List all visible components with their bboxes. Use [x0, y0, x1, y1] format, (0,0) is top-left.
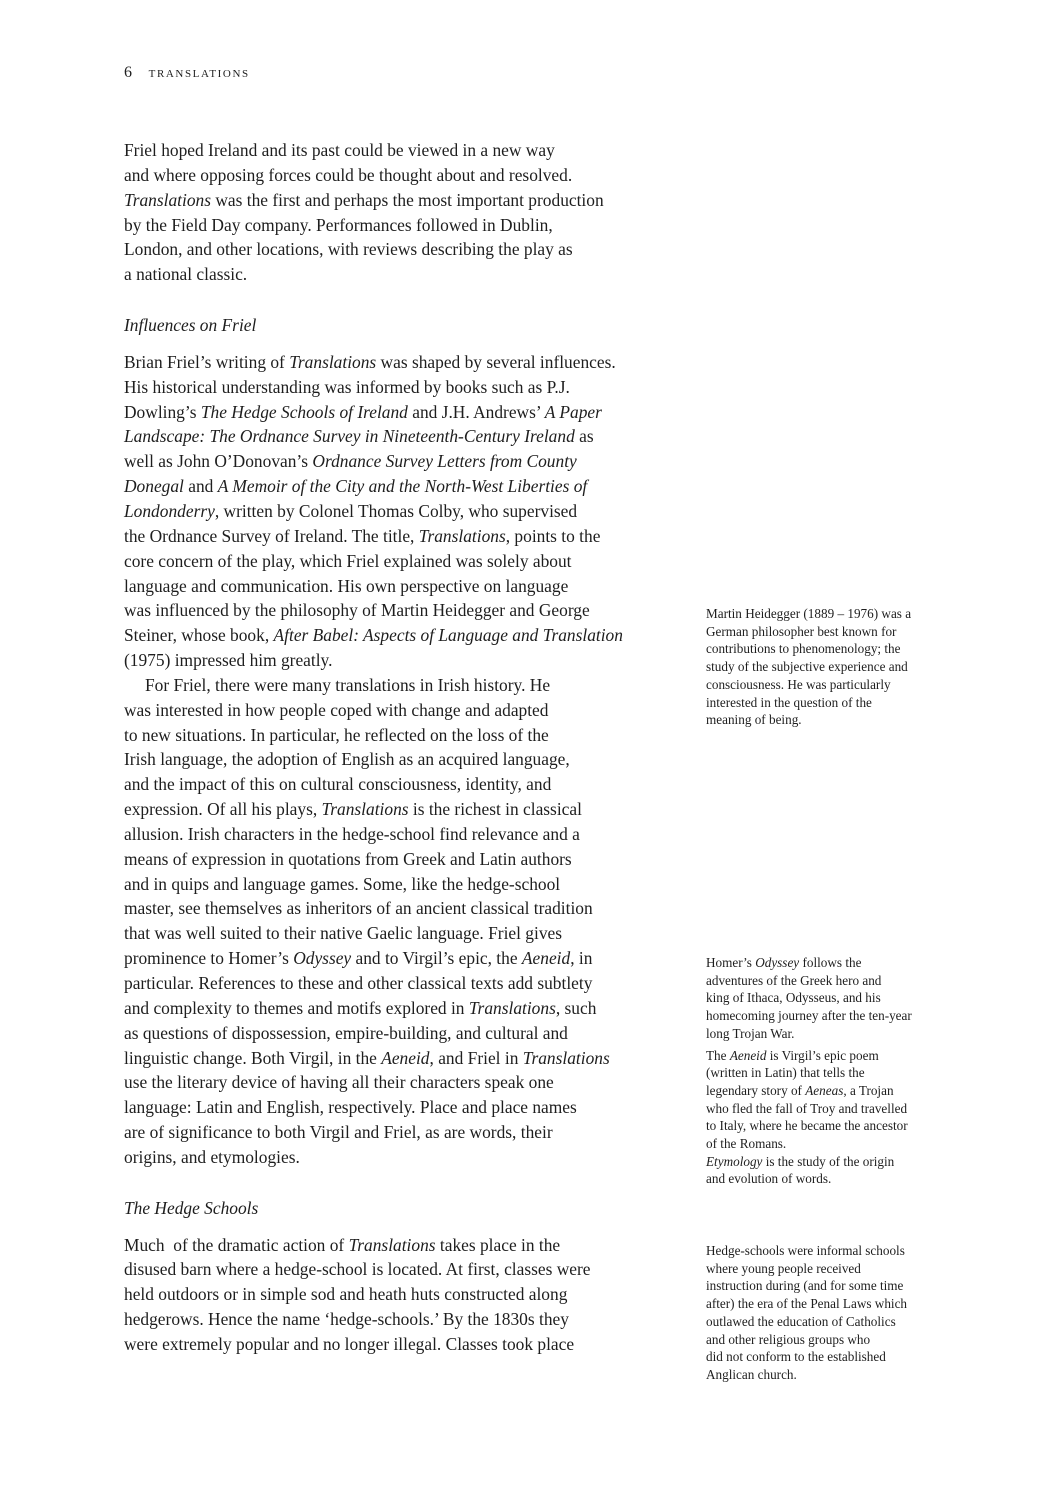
sidenote-line: The Aeneid is Virgil’s epic poem	[706, 1047, 879, 1063]
text-line: well as John O’Donovan’s Ordnance Survey Letters from County	[124, 451, 577, 472]
text-line: Landscape: The Ordnance Survey in Nineteenth-Century Ireland as	[124, 426, 594, 447]
sidenote-line: homecoming journey after the ten-year	[706, 1008, 912, 1024]
text-line: prominence to Homer’s Odyssey and to Virgil’s epic, the Aeneid, in	[124, 948, 593, 969]
text-line: disused barn where a hedge-school is located. At first, classes were	[124, 1259, 591, 1280]
text-line: London, and other locations, with reviews describing the play as	[124, 239, 573, 260]
sidenote-aeneid	[706, 1047, 956, 1153]
text-line: Brian Friel’s writing of Translations was shaped by several influences.	[124, 351, 616, 372]
sidenote-line: Martin Heidegger (1889 – 1976) was a	[706, 606, 912, 621]
sidenote-line: instruction during (and for some time	[706, 1278, 904, 1294]
sidenote-line: of the Romans.	[706, 1136, 787, 1152]
sidenote-line: Etymology is the study of the origin	[706, 1153, 895, 1169]
play-title: Translations	[124, 189, 211, 210]
text-line: linguistic change. Both Virgil, in the Aeneid, and Friel in Translations	[124, 1047, 610, 1068]
main-column	[124, 138, 684, 1357]
text-line: hedgerows. Hence the name ‘hedge-schools.’ By the 1830s they	[124, 1309, 569, 1330]
text-line: use the literary device of having all their characters speak one	[124, 1072, 554, 1093]
sidenote-odyssey	[706, 954, 956, 1043]
text-line: core concern of the play, which Friel explained was solely about	[124, 550, 572, 571]
sidenote-line: contributions to phenomenology; the	[706, 641, 901, 657]
sidenote-line: consciousness. He was particularly	[706, 676, 891, 692]
text-line: allusion. Irish characters in the hedge-school find relevance and a	[124, 823, 580, 844]
text-line: (1975) impressed him greatly.	[124, 650, 333, 671]
sidenote-line: adventures of the Greek hero and	[706, 972, 882, 988]
text-line	[124, 188, 684, 213]
text-line: Friel hoped Ireland and its past could be viewed in a new way	[124, 140, 555, 160]
text-line: were extremely popular and no longer illegal. Classes took place	[124, 1333, 575, 1354]
hedge-schools-paragraph	[124, 1233, 684, 1357]
sidenote-line: did not conform to the established	[706, 1349, 886, 1365]
text-line: Londonderry, written by Colonel Thomas Colby, who supervised	[124, 500, 578, 521]
sidenote-line: Hedge-schools were informal schools	[706, 1243, 905, 1258]
sidenote-classics	[706, 954, 956, 1188]
text-line: was interested in how people coped with change and adapted	[124, 699, 549, 720]
text-line: origins, and etymologies.	[124, 1146, 300, 1167]
influences-paragraph-1	[124, 350, 684, 673]
running-head	[124, 64, 250, 82]
sidenote-line: where young people received	[706, 1260, 861, 1276]
text-line: as questions of dispossession, empire-building, and cultural and	[124, 1022, 568, 1043]
text-line: by the Field Day company. Performances followed in Dublin,	[124, 214, 553, 235]
section-heading-hedge-schools: The Hedge Schools	[124, 1197, 259, 1218]
sidenote-hedge-schools	[706, 1242, 956, 1384]
text-line: Steiner, whose book, After Babel: Aspects of Language and Translation	[124, 625, 623, 646]
text-line: that was well suited to their native Gaelic language. Friel gives	[124, 923, 563, 944]
sidenote-line: king of Ithaca, Odysseus, and his	[706, 990, 881, 1006]
text-line: master, see themselves as inheritors of an ancient classical tradition	[124, 898, 593, 919]
intro-paragraph	[124, 138, 684, 287]
text-line: and in quips and language games. Some, like the hedge-school	[124, 873, 561, 894]
text-line: to new situations. In particular, he reflected on the loss of the	[124, 724, 549, 745]
text-line: means of expression in quotations from Greek and Latin authors	[124, 848, 572, 869]
sidenote-line: German philosopher best known for	[706, 623, 897, 639]
text-line: Much of the dramatic action of Translations takes place in the	[124, 1234, 561, 1255]
text-line: Dowling’s The Hedge Schools of Ireland and J.H. Andrews’ A Paper	[124, 401, 602, 422]
text-run: was the first and perhaps the most important production	[211, 189, 604, 210]
sidenote-line: who fled the fall of Troy and travelled	[706, 1100, 908, 1116]
sidenote-etymology	[706, 1153, 956, 1188]
sidenote-line: Homer’s Odyssey follows the	[706, 955, 862, 970]
text-line: His historical understanding was informed by books such as P.J.	[124, 376, 570, 397]
sidenote-line: and evolution of words.	[706, 1171, 832, 1187]
sidenote-line: meaning of being.	[706, 712, 802, 728]
text-line: held outdoors or in simple sod and heath huts constructed along	[124, 1284, 568, 1305]
text-line: language: Latin and English, respectively. Place and place names	[124, 1097, 577, 1118]
sidenote-heidegger	[706, 605, 956, 729]
text-line: expression. Of all his plays, Translations is the richest in classical	[124, 799, 582, 820]
text-line: and the impact of this on cultural consciousness, identity, and	[124, 774, 552, 795]
sidenote-line: outlawed the education of Catholics	[706, 1313, 896, 1329]
sidenote-line: after) the era of the Penal Laws which	[706, 1296, 908, 1312]
sidenote-line: to Italy, where he became the ancestor	[706, 1118, 908, 1134]
sidenote-line: and other religious groups who	[706, 1331, 871, 1347]
section-heading-influences: Influences on Friel	[124, 315, 257, 336]
text-line: are of significance to both Virgil and Friel, as are words, their	[124, 1122, 553, 1143]
influences-paragraph-2	[124, 673, 684, 1170]
text-line: the Ordnance Survey of Ireland. The title, Translations, points to the	[124, 525, 601, 546]
text-line: was influenced by the philosophy of Martin Heidegger and George	[124, 600, 590, 621]
page-number: 6	[124, 64, 133, 81]
running-title: translations	[148, 64, 250, 81]
sidenote-line: study of the subjective experience and	[706, 659, 908, 675]
sidenote-line: Anglican church.	[706, 1366, 797, 1382]
sidenote-line: long Trojan War.	[706, 1025, 795, 1041]
text-line: and where opposing forces could be thought about and resolved.	[124, 164, 573, 185]
text-line: particular. References to these and other classical texts add subtlety	[124, 973, 593, 993]
sidenote-line: (written in Latin) that tells the	[706, 1065, 865, 1081]
text-line: and complexity to themes and motifs explored in Translations, such	[124, 997, 597, 1018]
sidenote-line: legendary story of Aeneas, a Trojan	[706, 1082, 894, 1098]
text-line: a national classic.	[124, 264, 248, 285]
text-line: Irish language, the adoption of English as an acquired language,	[124, 749, 570, 770]
text-line: Donegal and A Memoir of the City and the North-West Liberties of	[124, 476, 588, 497]
text-line: For Friel, there were many translations in Irish history. He	[145, 674, 551, 695]
sidenote-line: interested in the question of the	[706, 694, 872, 710]
text-line: language and communication. His own perspective on language	[124, 575, 569, 596]
